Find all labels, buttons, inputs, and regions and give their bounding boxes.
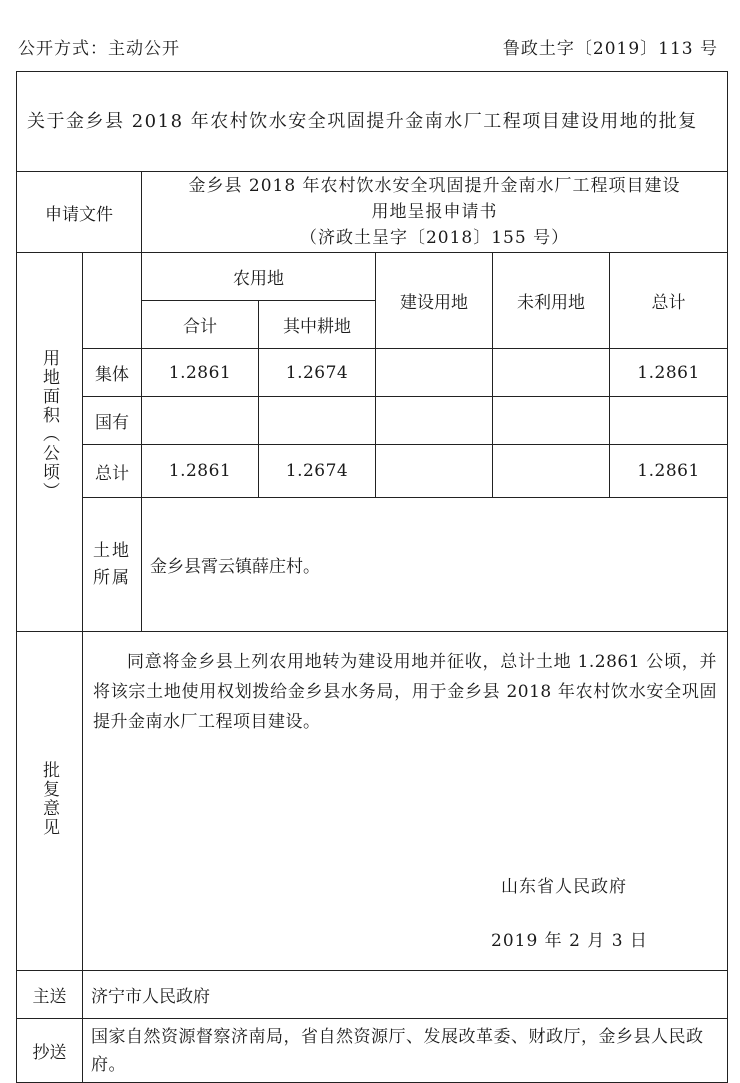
cell-construction — [376, 349, 493, 397]
header-subtotal: 合计 — [142, 301, 259, 349]
row-name-state: 国有 — [83, 397, 142, 445]
document-title: 关于金乡县 2018 年农村饮水安全巩固提升金南水厂工程项目建设用地的批复 — [17, 72, 728, 172]
land-area-label — [17, 253, 83, 632]
approval-label — [17, 632, 83, 971]
application-label: 申请文件 — [17, 172, 142, 253]
row-name-collective: 集体 — [83, 349, 142, 397]
header-arable: 其中耕地 — [259, 301, 376, 349]
main-recipient-value: 济宁市人民政府 — [83, 971, 728, 1019]
cell-subtotal: 1.2861 — [142, 445, 259, 498]
approval-text: 同意将金乡县上列农用地转为建设用地并征收，总计土地 1.2861 公顷，并将该宗土地使用权划拨给金乡县水务局，用于金乡县 2018 年农村饮水安全巩固提升金南水厂工程项目建设。 — [93, 652, 718, 732]
cell-total: 1.2861 — [610, 349, 728, 397]
application-line-1: 金乡县 2018 年农村饮水安全巩固提升金南水厂工程项目建设 — [188, 176, 681, 196]
table-row — [17, 349, 728, 397]
land-area-label-text: 用地面积（公顷） — [39, 349, 59, 501]
signing-date: 2019 年 2 月 3 日 — [491, 931, 648, 951]
header-construction: 建设用地 — [376, 253, 493, 349]
signing-authority: 山东省人民政府 — [501, 877, 627, 897]
application-document — [142, 172, 728, 253]
ownership-value: 金乡县霄云镇薛庄村。 — [142, 498, 728, 632]
approval-label-text: 批复意见 — [39, 760, 59, 837]
cell-arable — [259, 397, 376, 445]
cell-construction — [376, 445, 493, 498]
blank-corner-cell — [83, 253, 142, 349]
header-total: 总计 — [610, 253, 728, 349]
application-line-3: （济政土呈字〔2018〕155 号） — [299, 228, 570, 248]
cell-total — [610, 397, 728, 445]
cell-total: 1.2861 — [610, 445, 728, 498]
ownership-label — [83, 498, 142, 632]
document-number: 鲁政土字〔2019〕113 号 — [502, 39, 718, 59]
cell-arable: 1.2674 — [259, 445, 376, 498]
cell-unused — [493, 445, 610, 498]
cell-arable: 1.2674 — [259, 349, 376, 397]
cell-subtotal — [142, 397, 259, 445]
cell-unused — [493, 349, 610, 397]
approval-opinion — [83, 632, 728, 971]
cell-subtotal: 1.2861 — [142, 349, 259, 397]
ownership-label-text: 土地所属 — [93, 540, 131, 588]
cell-construction — [376, 397, 493, 445]
header-agricultural: 农用地 — [142, 253, 376, 301]
table-row — [17, 445, 728, 498]
approval-form-table — [16, 71, 728, 1083]
row-name-total: 总计 — [83, 445, 142, 498]
main-recipient-label: 主送 — [17, 971, 83, 1019]
table-row — [17, 397, 728, 445]
disclosure-label: 公开方式：主动公开 — [18, 39, 180, 59]
application-line-2: 用地呈报申请书 — [371, 202, 498, 222]
cc-value: 国家自然资源督察济南局，省自然资源厅、发展改革委、财政厅，金乡县人民政府。 — [83, 1019, 728, 1083]
cc-label: 抄送 — [17, 1019, 83, 1083]
cell-unused — [493, 397, 610, 445]
header-unused: 未利用地 — [493, 253, 610, 349]
